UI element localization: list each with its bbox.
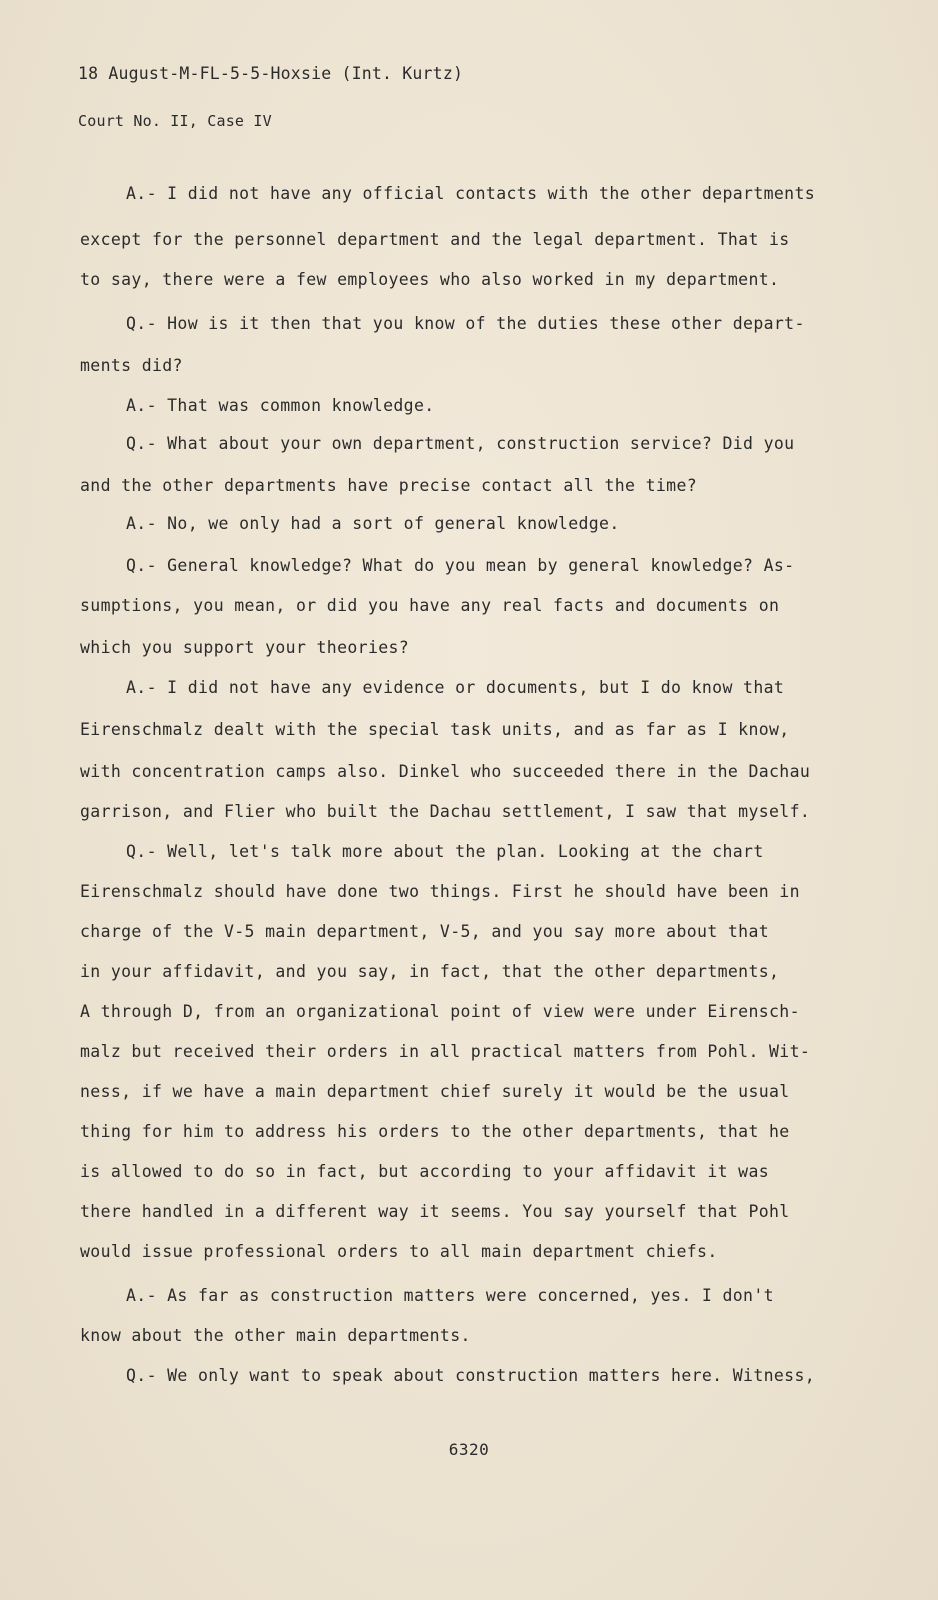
transcript-line: there handled in a different way it seems. You say yourself that Pohl (80, 1202, 790, 1221)
transcript-line: ments did? (80, 356, 183, 375)
transcript-line: garrison, and Flier who built the Dachau settlement, I saw that myself. (80, 802, 811, 821)
transcript-line: Q.- We only want to speak about construction matters here. Witness, (126, 1366, 816, 1385)
transcript-line: Eirenschmalz dealt with the special task units, and as far as I know, (80, 720, 790, 739)
transcript-line: would issue professional orders to all main department chiefs. (80, 1242, 718, 1261)
transcript-line: A through D, from an organizational point of view were under Eirensch- (80, 1002, 800, 1021)
page-number: 6320 (448, 1440, 490, 1459)
transcript-line: Eirenschmalz should have done two things. First he should have been in (80, 882, 800, 901)
transcript-line: sumptions, you mean, or did you have any real facts and documents on (80, 596, 780, 615)
transcript-line: Q.- How is it then that you know of the duties these other depart- (126, 314, 805, 333)
transcript-line: A.- No, we only had a sort of general knowledge. (126, 514, 620, 533)
transcript-line: A.- That was common knowledge. (126, 396, 435, 415)
transcript-line: malz but received their orders in all practical matters from Pohl. Wit- (80, 1042, 811, 1061)
transcript-line: and the other departments have precise contact all the time? (80, 476, 698, 495)
transcript-line: except for the personnel department and the legal department. That is (80, 230, 790, 249)
transcript-line: know about the other main departments. (80, 1326, 471, 1345)
transcript-line: in your affidavit, and you say, in fact, that the other departments, (80, 962, 780, 981)
transcript-line: Q.- What about your own department, construction service? Did you (126, 434, 795, 453)
transcript-line: with concentration camps also. Dinkel who succeeded there in the Dachau (80, 762, 811, 781)
document-header-id: 18 August-M-FL-5-5-Hoxsie (Int. Kurtz) (78, 64, 464, 83)
transcript-line: charge of the V-5 main department, V-5, and you say more about that (80, 922, 770, 941)
transcript-line: to say, there were a few employees who also worked in my department. (80, 270, 780, 289)
transcript-line: thing for him to address his orders to the other departments, that he (80, 1122, 790, 1141)
transcript-line: is allowed to do so in fact, but according to your affidavit it was (80, 1162, 770, 1181)
transcript-line: A.- I did not have any evidence or documents, but I do know that (126, 678, 785, 697)
transcript-line: ness, if we have a main department chief surely it would be the usual (80, 1082, 790, 1101)
document-header-court: Court No. II, Case IV (78, 112, 272, 130)
transcript-line: Q.- Well, let's talk more about the plan. Looking at the chart (126, 842, 764, 861)
transcript-line: A.- As far as construction matters were concerned, yes. I don't (126, 1286, 774, 1305)
transcript-line: A.- I did not have any official contacts with the other departments (126, 184, 816, 203)
transcript-line: Q.- General knowledge? What do you mean by general knowledge? As- (126, 556, 795, 575)
transcript-line: which you support your theories? (80, 638, 410, 657)
